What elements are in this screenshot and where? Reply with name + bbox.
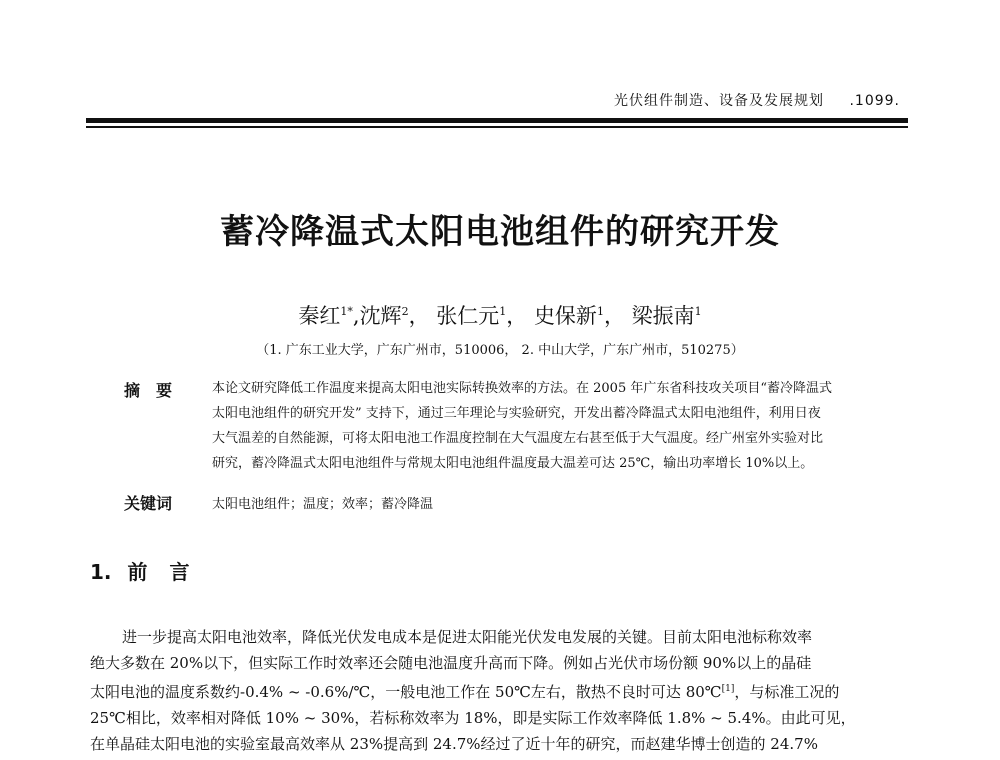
keywords-text: 太阳电池组件；温度；效率；蓄冷降温 <box>212 497 434 512</box>
running-header <box>614 90 900 110</box>
abstract-label: 摘要 <box>124 381 189 400</box>
abstract-line: 大气温差的自然能源，可将太阳电池工作温度控制在大气温度左右甚至低于大气温度。经广州室外实验对比 <box>212 431 824 446</box>
abstract-line: 研究，蓄冷降温式太阳电池组件与常规太阳电池组件温度最大温差可达 25℃，输出功率增长 10%以上。 <box>212 456 814 471</box>
page-number: .1099. <box>849 93 900 109</box>
body-line: 25℃相比，效率相对降低 10% ~ 30%，若标称效率为 18%，即是实际工作效率降低 1.8% ~ 5.4%。由此可见， <box>90 709 856 727</box>
body-line-part: 太阳电池的温度系数约-0.4% ~ -0.6%/℃，一般电池工作在 50℃左右，散热不良时可达 80℃ <box>90 683 722 701</box>
section-number: 1. <box>90 560 112 584</box>
section-title: 前言 <box>127 560 212 584</box>
body-text <box>90 624 912 757</box>
author-affil-mark: 1* <box>340 305 353 318</box>
body-line <box>90 676 912 705</box>
body-line: 进一步提高太阳电池效率，降低光伏发电成本是促进太阳能光伏发电发展的关键。目前太阳电池标称效率 <box>122 628 813 646</box>
author-affil-mark: 1 <box>694 305 702 318</box>
author-name: 沈辉 <box>359 304 402 328</box>
paper-title: 蓄冷降温式太阳电池组件的研究开发 <box>220 212 780 252</box>
running-title: 光伏组件制造、设备及发展规划 <box>614 93 825 109</box>
abstract-line: 本论文研究降低工作温度来提高太阳电池实际转换效率的方法。在 2005 年广东省科技攻关项目“蓄冷降温式 <box>212 381 832 396</box>
author-name: 史保新 <box>533 304 597 328</box>
author-name: 梁振南 <box>631 304 695 328</box>
body-line: 绝大多数在 20%以下，但实际工作时效率还会随电池温度升高而下降。例如占光伏市场份额 90%以上的晶硅 <box>90 654 812 672</box>
abstract-line: 太阳电池组件的研究开发” 支持下，通过三年理论与实验研究，开发出蓄冷降温式太阳电池组件，利用日夜 <box>212 406 821 421</box>
affiliations: （1. 广东工业大学，广东广州市，510006， 2. 中山大学，广东广州市，510275） <box>256 343 744 358</box>
body-line: 在单晶硅太阳电池的实验室最高效率从 23%提高到 24.7%经过了近十年的研究，而赵建华博士创造的 24.7% <box>90 735 818 753</box>
header-rule-thick <box>86 118 908 123</box>
author-affil-mark: 2 <box>401 305 409 318</box>
header-rule-thin <box>86 126 908 128</box>
keywords-label: 关键词 <box>124 494 173 513</box>
author-name: 张仁元 <box>436 304 500 328</box>
citation-mark: [1] <box>721 684 735 694</box>
abstract-text <box>212 376 918 476</box>
section-heading <box>90 556 212 585</box>
author-affil-mark: 1 <box>499 305 507 318</box>
body-line-part: ，与标准工况的 <box>734 683 840 701</box>
author-name: 秦红 <box>298 304 341 328</box>
author-list: 秦红$^{1*}$,沈辉$^2$， 张仁元$^1$， 史保新$^1$， 梁振南$^1$ <box>298 304 702 328</box>
author-affil-mark: 1 <box>596 305 604 318</box>
